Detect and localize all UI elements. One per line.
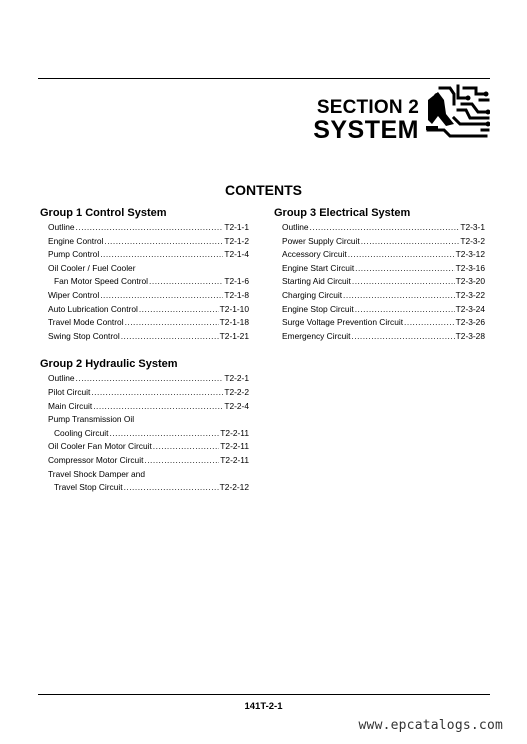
toc-entry-label: Main Circuit xyxy=(48,400,93,411)
toc-entry-page: T2-3-26 xyxy=(455,317,485,328)
toc-entry[interactable] xyxy=(40,289,249,303)
group-spacer xyxy=(40,343,249,357)
dot-leader xyxy=(404,316,455,330)
toc-entry-label: Engine Start Circuit xyxy=(282,262,355,273)
toc-entry-label: Power Supply Circuit xyxy=(282,235,360,246)
toc-entry-page: T2-1-4 xyxy=(224,249,249,260)
contents-column-left xyxy=(40,206,249,495)
toc-entry-page: T2-3-2 xyxy=(460,235,485,246)
toc-entry[interactable] xyxy=(40,400,249,414)
toc-entry-page: T2-2-11 xyxy=(220,454,249,465)
dot-leader xyxy=(310,221,460,235)
toc-entry-page: T2-2-12 xyxy=(219,482,249,493)
toc-entry[interactable] xyxy=(40,427,249,441)
toc-entry[interactable] xyxy=(40,330,249,344)
toc-entry[interactable] xyxy=(274,289,485,303)
group-2 xyxy=(40,357,249,494)
dot-leader xyxy=(153,440,220,454)
toc-entry-heading xyxy=(40,413,249,427)
toc-entry-label: Compressor Motor Circuit xyxy=(48,454,144,465)
contents-title: CONTENTS xyxy=(225,182,302,198)
toc-entry-page: T2-1-1 xyxy=(224,222,249,232)
toc-entry-page: T2-3-12 xyxy=(455,249,485,260)
toc-entry[interactable] xyxy=(40,235,249,249)
dot-leader xyxy=(355,303,455,317)
toc-entry[interactable] xyxy=(40,316,249,330)
toc-entry-label: Emergency Circuit xyxy=(282,330,351,341)
toc-entry-label: Travel Stop Circuit xyxy=(54,482,123,493)
toc-entry-page: T2-2-11 xyxy=(220,441,249,452)
dot-leader xyxy=(125,316,219,330)
toc-entry-page: T2-1-8 xyxy=(224,289,249,300)
toc-entry[interactable] xyxy=(274,303,485,317)
group-3 xyxy=(274,206,485,343)
bottom-rule xyxy=(38,694,490,695)
toc-entry[interactable] xyxy=(40,221,249,235)
toc-entry[interactable] xyxy=(40,440,249,454)
toc-entry-label: Oil Cooler / Fuel Cooler xyxy=(48,262,136,273)
watermark: www.epcatalogs.com xyxy=(358,718,503,733)
dot-leader xyxy=(91,386,223,400)
toc-entry-page: T2-3-22 xyxy=(455,289,485,300)
toc-entry-label: Pilot Circuit xyxy=(48,386,91,397)
toc-entry-page: T2-1-2 xyxy=(224,235,249,246)
toc-entry-label: Cooling Circuit xyxy=(54,427,109,438)
toc-entry-label: Fan Motor Speed Control xyxy=(54,276,149,287)
toc-entry[interactable] xyxy=(40,386,249,400)
toc-entry-page: T2-2-1 xyxy=(224,373,249,384)
toc-entry[interactable] xyxy=(40,303,249,317)
toc-entry-label: Auto Lubrication Control xyxy=(48,303,138,314)
page-code: 141T-2-1 xyxy=(244,701,283,712)
circuit-emblem-icon xyxy=(424,84,490,142)
group-title: Group 3 Electrical System xyxy=(274,207,411,219)
dot-leader xyxy=(361,235,460,249)
toc-entry-label: Outline xyxy=(282,222,309,232)
dot-leader xyxy=(348,248,455,262)
toc-entry-label: Charging Circuit xyxy=(282,289,343,300)
toc-entry-label: Swing Stop Control xyxy=(48,330,120,341)
toc-entry-page: T2-3-20 xyxy=(455,276,485,287)
dot-leader xyxy=(109,427,219,441)
toc-entry-page: T2-2-2 xyxy=(224,386,249,397)
section-label: SECTION 2 xyxy=(316,97,419,118)
dot-leader xyxy=(104,235,223,249)
toc-entry-label: Surge Voltage Prevention Circuit xyxy=(282,317,404,328)
toc-entry-page: T2-1-10 xyxy=(219,303,249,314)
toc-entry-label: Pump Transmission Oil xyxy=(48,414,135,425)
toc-entry-page: T2-3-28 xyxy=(455,330,485,341)
toc-entry[interactable] xyxy=(40,248,249,262)
toc-entry-label: Oil Cooler Fan Motor Circuit xyxy=(48,441,152,452)
toc-entry-page: T2-3-1 xyxy=(460,222,485,232)
dot-leader xyxy=(100,248,223,262)
toc-entry[interactable] xyxy=(274,235,485,249)
toc-entry[interactable] xyxy=(40,372,249,386)
toc-entry-heading xyxy=(40,468,249,482)
dot-leader xyxy=(121,330,219,344)
dot-leader xyxy=(351,330,454,344)
dot-leader xyxy=(343,289,455,303)
dot-leader xyxy=(149,275,223,289)
toc-entry[interactable] xyxy=(40,454,249,468)
toc-entry[interactable] xyxy=(274,316,485,330)
toc-entry[interactable] xyxy=(40,275,249,289)
toc-entry-heading xyxy=(40,262,249,276)
contents-column-right xyxy=(274,206,485,343)
toc-entry-label: Travel Shock Damper and xyxy=(48,468,145,479)
toc-entry-page: T2-1-21 xyxy=(219,330,249,341)
toc-entry[interactable] xyxy=(274,262,485,276)
toc-entry-label: Engine Stop Circuit xyxy=(282,303,354,314)
group-title: Group 2 Hydraulic System xyxy=(40,358,178,371)
toc-entry-page: T2-3-24 xyxy=(455,303,485,314)
dot-leader xyxy=(76,372,224,386)
toc-entry-label: Starting Aid Circuit xyxy=(282,276,351,287)
toc-entry-page: T2-1-18 xyxy=(219,317,249,328)
group-title: Group 1 Control System xyxy=(40,207,167,219)
toc-entry-label: Outline xyxy=(48,222,75,232)
toc-entry[interactable] xyxy=(274,330,485,344)
toc-entry-label: Pump Control xyxy=(48,249,100,260)
toc-entry-label: Engine Control xyxy=(48,235,104,246)
toc-entry[interactable] xyxy=(274,248,485,262)
toc-entry-label: Wiper Control xyxy=(48,289,100,300)
toc-entry-page: T2-2-4 xyxy=(224,400,249,411)
toc-entry-label: Outline xyxy=(48,373,75,384)
toc-entry-page: T2-3-16 xyxy=(455,262,485,273)
dot-leader xyxy=(352,275,455,289)
dot-leader xyxy=(93,400,223,414)
section-title: SYSTEM xyxy=(313,116,419,144)
toc-entry-label: Accessory Circuit xyxy=(282,249,347,260)
dot-leader xyxy=(144,454,219,468)
toc-entry-page: T2-2-11 xyxy=(220,427,249,438)
toc-entry[interactable] xyxy=(274,221,485,235)
toc-entry[interactable] xyxy=(40,481,249,495)
dot-leader xyxy=(100,289,223,303)
top-rule xyxy=(38,78,490,79)
dot-leader xyxy=(355,262,455,276)
dot-leader xyxy=(139,303,219,317)
group-1 xyxy=(40,206,249,343)
dot-leader xyxy=(76,221,224,235)
toc-entry-page: T2-1-6 xyxy=(224,276,249,287)
dot-leader xyxy=(124,481,219,495)
toc-entry[interactable] xyxy=(274,275,485,289)
toc-entry-label: Travel Mode Control xyxy=(48,317,124,328)
